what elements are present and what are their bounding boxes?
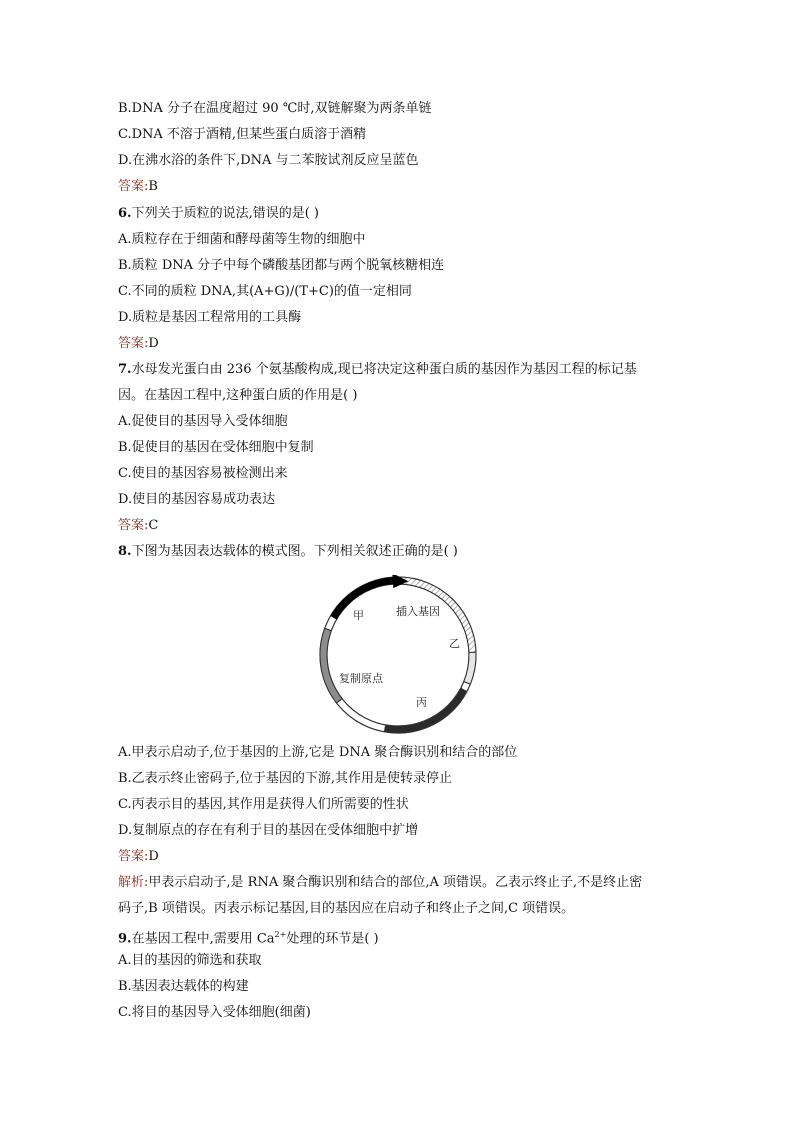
question-text-post: 处理的环节是( ) (286, 931, 379, 947)
plasmid-diagram-svg (318, 575, 478, 735)
q6-answer (118, 335, 159, 353)
question-text: 下列关于质粒的说法,错误的是( ) (131, 206, 319, 221)
q8-option-c: C.丙表示目的基因,其作用是获得人们所需要的性状 (118, 797, 409, 812)
q8-stem (118, 543, 458, 561)
q6-option-c: C.不同的质粒 DNA,其(A+G)/(T+C)的值一定相同 (118, 284, 412, 299)
q6-stem (118, 205, 319, 223)
q5-option-b: B.DNA 分子在温度超过 90 ℃时,双链解聚为两条单链 (118, 101, 432, 116)
q8-analysis-line2: 码子,B 项错误。丙表示标记基因,目的基因应在启动子和终止子之间,C 项错误。 (118, 901, 575, 916)
question-text-pre: 在基因工程中,需要用 Ca (131, 931, 275, 947)
q7-answer (118, 517, 158, 535)
q8-answer (118, 848, 159, 866)
q5-option-d: D.在沸水浴的条件下,DNA 与二苯胺试剂反应呈蓝色 (118, 153, 419, 168)
q9-stem (118, 926, 379, 948)
analysis-label: 解析: (118, 875, 149, 890)
calcium-superscript: 2+ (274, 930, 287, 939)
q7-option-d: D.使目的基因容易成功表达 (118, 492, 276, 507)
question-number: 6. (118, 206, 132, 221)
label-replication-origin: 复制原点 (339, 672, 383, 685)
q7-option-a: A.促使目的基因导入受体细胞 (118, 414, 288, 429)
answer-value: D (148, 849, 159, 864)
question-text: 下图为基因表达载体的模式图。下列相关叙述正确的是( ) (131, 544, 458, 559)
q8-analysis-line1 (118, 874, 642, 892)
segment-replication-origin (320, 628, 342, 703)
q7-option-b: B.促使目的基因在受体细胞中复制 (118, 440, 314, 455)
q5-answer (118, 178, 158, 196)
label-jia: 甲 (353, 609, 364, 622)
q8-option-a: A.甲表示启动子,位于基因的上游,它是 DNA 聚合酶识别和结合的部位 (118, 745, 518, 760)
q7-option-c: C.使目的基因容易被检测出来 (118, 466, 288, 481)
answer-label: 答案: (118, 179, 149, 194)
answer-label: 答案: (118, 849, 149, 864)
answer-label: 答案: (118, 336, 149, 351)
answer-value: C (148, 518, 159, 533)
q9-option-b: B.基因表达载体的构建 (118, 979, 249, 994)
q5-option-c: C.DNA 不溶于酒精,但某些蛋白质溶于酒精 (118, 127, 367, 142)
q7-stem-line2: 因。在基因工程中,这种蛋白质的作用是( ) (118, 388, 358, 403)
question-text: 水母发光蛋白由 236 个氨基酸构成,现已将决定这种蛋白质的基因作为基因工程的标记基 (131, 362, 637, 377)
label-yi: 乙 (449, 637, 460, 650)
q6-option-b: B.质粒 DNA 分子中每个磷酸基团都与两个脱氧核糖相连 (118, 258, 445, 273)
q9-option-a: A.目的基因的筛选和获取 (118, 953, 262, 968)
label-insert-gene: 插入基因 (396, 605, 440, 618)
q6-option-d: D.质粒是基因工程常用的工具酶 (118, 310, 302, 325)
q9-option-c: C.将目的基因导入受体细胞(细菌) (118, 1005, 311, 1020)
question-number: 9. (118, 931, 132, 947)
analysis-text: 甲表示启动子,是 RNA 聚合酶识别和结合的部位,A 项错误。乙表示终止子,不是终止密 (148, 875, 643, 890)
segment-yi (464, 652, 476, 684)
answer-label: 答案: (118, 518, 149, 533)
answer-value: D (148, 336, 159, 351)
question-number: 8. (118, 544, 132, 559)
label-bing: 丙 (416, 696, 427, 709)
q7-stem-line1 (118, 361, 637, 379)
q8-option-d: D.复制原点的存在有利于目的基因在受体细胞中扩增 (118, 823, 419, 838)
q6-option-a: A.质粒存在于细菌和酵母菌等生物的细胞中 (118, 232, 366, 247)
question-number: 7. (118, 362, 132, 377)
expression-vector-diagram (318, 575, 478, 735)
answer-value: B (148, 179, 158, 194)
q8-option-b: B.乙表示终止密码子,位于基因的下游,其作用是使转录停止 (118, 771, 452, 786)
